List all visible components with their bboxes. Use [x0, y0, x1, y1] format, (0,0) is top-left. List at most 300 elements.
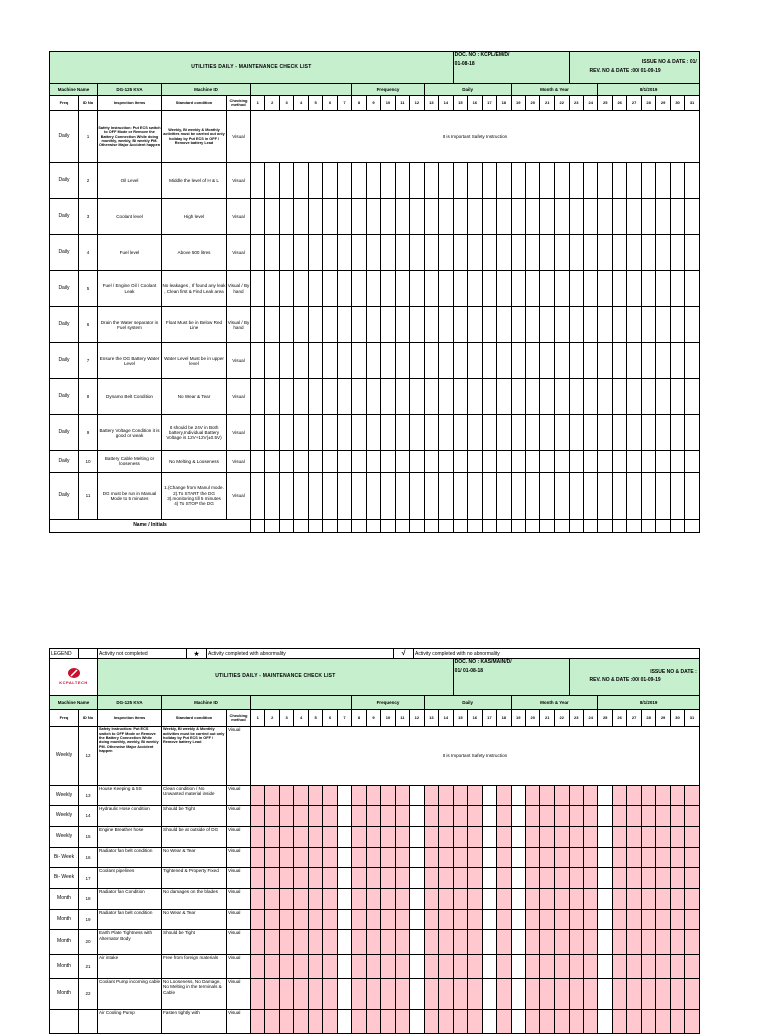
day-check-cell[interactable]: [424, 451, 438, 472]
day-check-cell[interactable]: [424, 954, 438, 978]
day-check-cell[interactable]: [323, 889, 337, 910]
day-check-cell[interactable]: [381, 785, 395, 806]
day-check-cell[interactable]: [670, 379, 684, 415]
initials-cell[interactable]: [627, 520, 641, 533]
initials-cell[interactable]: [395, 520, 409, 533]
day-check-cell[interactable]: [641, 451, 655, 472]
day-check-cell[interactable]: [511, 785, 525, 806]
day-check-cell[interactable]: [598, 889, 612, 910]
day-check-cell[interactable]: [540, 379, 554, 415]
day-check-cell[interactable]: [453, 889, 467, 910]
day-check-cell[interactable]: [511, 868, 525, 889]
day-check-cell[interactable]: [308, 868, 322, 889]
day-check-cell[interactable]: [627, 785, 641, 806]
initials-cell[interactable]: [279, 520, 293, 533]
day-check-cell[interactable]: [323, 451, 337, 472]
day-check-cell[interactable]: [685, 163, 700, 199]
initials-cell[interactable]: [656, 520, 670, 533]
day-check-cell[interactable]: [453, 415, 467, 451]
day-check-cell[interactable]: [540, 451, 554, 472]
day-check-cell[interactable]: [279, 199, 293, 235]
day-check-cell[interactable]: [497, 930, 511, 954]
day-check-cell[interactable]: [685, 343, 700, 379]
day-check-cell[interactable]: [641, 979, 655, 1009]
day-check-cell[interactable]: [656, 451, 670, 472]
day-check-cell[interactable]: [482, 271, 496, 307]
day-check-cell[interactable]: [366, 472, 380, 520]
day-check-cell[interactable]: [656, 868, 670, 889]
day-check-cell[interactable]: [381, 979, 395, 1009]
day-check-cell[interactable]: [482, 1009, 496, 1033]
day-check-cell[interactable]: [497, 235, 511, 271]
day-check-cell[interactable]: [265, 868, 279, 889]
day-check-cell[interactable]: [439, 163, 454, 199]
day-check-cell[interactable]: [497, 847, 511, 868]
day-check-cell[interactable]: [265, 472, 279, 520]
day-check-cell[interactable]: [656, 199, 670, 235]
day-check-cell[interactable]: [482, 979, 496, 1009]
day-check-cell[interactable]: [395, 785, 409, 806]
day-check-cell[interactable]: [366, 847, 380, 868]
day-check-cell[interactable]: [294, 909, 308, 930]
day-check-cell[interactable]: [685, 868, 700, 889]
day-check-cell[interactable]: [569, 379, 583, 415]
day-check-cell[interactable]: [453, 868, 467, 889]
day-check-cell[interactable]: [352, 472, 366, 520]
day-check-cell[interactable]: [482, 806, 496, 827]
day-check-cell[interactable]: [497, 271, 511, 307]
day-check-cell[interactable]: [337, 343, 351, 379]
day-check-cell[interactable]: [641, 472, 655, 520]
day-check-cell[interactable]: [308, 1009, 322, 1033]
day-check-cell[interactable]: [468, 415, 482, 451]
day-check-cell[interactable]: [656, 889, 670, 910]
day-check-cell[interactable]: [511, 472, 525, 520]
day-check-cell[interactable]: [410, 909, 424, 930]
day-check-cell[interactable]: [352, 379, 366, 415]
day-check-cell[interactable]: [482, 451, 496, 472]
day-check-cell[interactable]: [468, 868, 482, 889]
day-check-cell[interactable]: [497, 954, 511, 978]
initials-cell[interactable]: [366, 520, 380, 533]
day-check-cell[interactable]: [410, 235, 424, 271]
day-check-cell[interactable]: [251, 472, 265, 520]
day-check-cell[interactable]: [366, 1009, 380, 1033]
day-check-cell[interactable]: [468, 379, 482, 415]
day-check-cell[interactable]: [497, 909, 511, 930]
day-check-cell[interactable]: [583, 979, 597, 1009]
day-check-cell[interactable]: [323, 271, 337, 307]
day-check-cell[interactable]: [453, 847, 467, 868]
day-check-cell[interactable]: [381, 343, 395, 379]
day-check-cell[interactable]: [641, 868, 655, 889]
day-check-cell[interactable]: [352, 847, 366, 868]
day-check-cell[interactable]: [337, 785, 351, 806]
day-check-cell[interactable]: [294, 889, 308, 910]
day-check-cell[interactable]: [265, 379, 279, 415]
day-check-cell[interactable]: [294, 163, 308, 199]
day-check-cell[interactable]: [410, 271, 424, 307]
day-check-cell[interactable]: [627, 806, 641, 827]
day-check-cell[interactable]: [251, 930, 265, 954]
day-check-cell[interactable]: [670, 199, 684, 235]
initials-cell[interactable]: [641, 520, 655, 533]
day-check-cell[interactable]: [540, 199, 554, 235]
day-check-cell[interactable]: [439, 930, 454, 954]
day-check-cell[interactable]: [656, 785, 670, 806]
day-check-cell[interactable]: [265, 235, 279, 271]
day-check-cell[interactable]: [308, 806, 322, 827]
day-check-cell[interactable]: [337, 379, 351, 415]
day-check-cell[interactable]: [569, 199, 583, 235]
day-check-cell[interactable]: [612, 930, 626, 954]
day-check-cell[interactable]: [497, 163, 511, 199]
day-check-cell[interactable]: [453, 343, 467, 379]
day-check-cell[interactable]: [526, 930, 540, 954]
day-check-cell[interactable]: [323, 954, 337, 978]
initials-cell[interactable]: [294, 520, 308, 533]
day-check-cell[interactable]: [337, 199, 351, 235]
day-check-cell[interactable]: [279, 826, 293, 847]
day-check-cell[interactable]: [352, 235, 366, 271]
day-check-cell[interactable]: [294, 847, 308, 868]
day-check-cell[interactable]: [670, 472, 684, 520]
day-check-cell[interactable]: [526, 235, 540, 271]
day-check-cell[interactable]: [366, 379, 380, 415]
day-check-cell[interactable]: [670, 271, 684, 307]
day-check-cell[interactable]: [439, 271, 454, 307]
day-check-cell[interactable]: [410, 785, 424, 806]
day-check-cell[interactable]: [584, 235, 598, 271]
day-check-cell[interactable]: [424, 826, 438, 847]
day-check-cell[interactable]: [323, 379, 337, 415]
day-check-cell[interactable]: [468, 235, 482, 271]
day-check-cell[interactable]: [453, 199, 467, 235]
day-check-cell[interactable]: [265, 930, 279, 954]
day-check-cell[interactable]: [352, 785, 366, 806]
day-check-cell[interactable]: [381, 889, 395, 910]
day-check-cell[interactable]: [584, 271, 598, 307]
day-check-cell[interactable]: [641, 235, 655, 271]
day-check-cell[interactable]: [540, 826, 554, 847]
day-check-cell[interactable]: [410, 379, 424, 415]
initials-cell[interactable]: [584, 520, 598, 533]
day-check-cell[interactable]: [641, 415, 655, 451]
day-check-cell[interactable]: [583, 930, 597, 954]
day-check-cell[interactable]: [685, 1009, 700, 1033]
day-check-cell[interactable]: [439, 1009, 454, 1033]
day-check-cell[interactable]: [410, 930, 424, 954]
day-check-cell[interactable]: [670, 163, 684, 199]
day-check-cell[interactable]: [323, 472, 337, 520]
day-check-cell[interactable]: [612, 1009, 626, 1033]
day-check-cell[interactable]: [598, 868, 612, 889]
day-check-cell[interactable]: [612, 847, 626, 868]
day-check-cell[interactable]: [468, 806, 482, 827]
day-check-cell[interactable]: [554, 826, 569, 847]
day-check-cell[interactable]: [641, 199, 655, 235]
day-check-cell[interactable]: [526, 979, 540, 1009]
day-check-cell[interactable]: [366, 415, 380, 451]
day-check-cell[interactable]: [511, 307, 525, 343]
day-check-cell[interactable]: [612, 379, 626, 415]
day-check-cell[interactable]: [352, 451, 366, 472]
day-check-cell[interactable]: [381, 235, 395, 271]
day-check-cell[interactable]: [352, 343, 366, 379]
day-check-cell[interactable]: [612, 415, 626, 451]
day-check-cell[interactable]: [569, 868, 583, 889]
day-check-cell[interactable]: [511, 235, 525, 271]
day-check-cell[interactable]: [511, 889, 525, 910]
day-check-cell[interactable]: [424, 271, 438, 307]
day-check-cell[interactable]: [308, 979, 322, 1009]
day-check-cell[interactable]: [497, 472, 511, 520]
day-check-cell[interactable]: [366, 909, 380, 930]
day-check-cell[interactable]: [569, 847, 583, 868]
day-check-cell[interactable]: [352, 889, 366, 910]
day-check-cell[interactable]: [540, 343, 554, 379]
day-check-cell[interactable]: [424, 199, 438, 235]
day-check-cell[interactable]: [583, 954, 597, 978]
day-check-cell[interactable]: [627, 451, 641, 472]
day-check-cell[interactable]: [569, 889, 583, 910]
day-check-cell[interactable]: [511, 847, 525, 868]
day-check-cell[interactable]: [598, 909, 612, 930]
day-check-cell[interactable]: [482, 307, 496, 343]
day-check-cell[interactable]: [410, 847, 424, 868]
day-check-cell[interactable]: [366, 826, 380, 847]
day-check-cell[interactable]: [482, 343, 496, 379]
day-check-cell[interactable]: [598, 1009, 612, 1033]
day-check-cell[interactable]: [366, 307, 380, 343]
day-check-cell[interactable]: [685, 909, 700, 930]
day-check-cell[interactable]: [453, 271, 467, 307]
day-check-cell[interactable]: [294, 451, 308, 472]
day-check-cell[interactable]: [540, 979, 554, 1009]
day-check-cell[interactable]: [251, 451, 265, 472]
day-check-cell[interactable]: [569, 930, 583, 954]
day-check-cell[interactable]: [410, 199, 424, 235]
day-check-cell[interactable]: [612, 806, 626, 827]
initials-cell[interactable]: [612, 520, 626, 533]
day-check-cell[interactable]: [265, 909, 279, 930]
day-check-cell[interactable]: [366, 451, 380, 472]
day-check-cell[interactable]: [265, 806, 279, 827]
day-check-cell[interactable]: [337, 889, 351, 910]
day-check-cell[interactable]: [294, 343, 308, 379]
day-check-cell[interactable]: [685, 847, 700, 868]
day-check-cell[interactable]: [294, 415, 308, 451]
day-check-cell[interactable]: [337, 235, 351, 271]
day-check-cell[interactable]: [439, 343, 454, 379]
day-check-cell[interactable]: [569, 415, 583, 451]
day-check-cell[interactable]: [627, 826, 641, 847]
day-check-cell[interactable]: [598, 199, 612, 235]
day-check-cell[interactable]: [511, 379, 525, 415]
day-check-cell[interactable]: [569, 1009, 583, 1033]
day-check-cell[interactable]: [410, 472, 424, 520]
day-check-cell[interactable]: [656, 343, 670, 379]
day-check-cell[interactable]: [279, 889, 293, 910]
day-check-cell[interactable]: [511, 1009, 525, 1033]
day-check-cell[interactable]: [453, 451, 467, 472]
initials-cell[interactable]: [670, 520, 684, 533]
day-check-cell[interactable]: [554, 343, 569, 379]
day-check-cell[interactable]: [308, 954, 322, 978]
day-check-cell[interactable]: [352, 271, 366, 307]
day-check-cell[interactable]: [294, 379, 308, 415]
day-check-cell[interactable]: [424, 979, 438, 1009]
day-check-cell[interactable]: [439, 868, 454, 889]
day-check-cell[interactable]: [251, 785, 265, 806]
day-check-cell[interactable]: [468, 451, 482, 472]
day-check-cell[interactable]: [251, 826, 265, 847]
day-check-cell[interactable]: [453, 785, 467, 806]
day-check-cell[interactable]: [569, 307, 583, 343]
day-check-cell[interactable]: [526, 415, 540, 451]
day-check-cell[interactable]: [323, 826, 337, 847]
day-check-cell[interactable]: [554, 235, 569, 271]
day-check-cell[interactable]: [323, 930, 337, 954]
day-check-cell[interactable]: [641, 909, 655, 930]
day-check-cell[interactable]: [656, 826, 670, 847]
day-check-cell[interactable]: [584, 472, 598, 520]
day-check-cell[interactable]: [308, 889, 322, 910]
day-check-cell[interactable]: [569, 909, 583, 930]
day-check-cell[interactable]: [424, 472, 438, 520]
day-check-cell[interactable]: [468, 909, 482, 930]
day-check-cell[interactable]: [598, 785, 612, 806]
day-check-cell[interactable]: [279, 785, 293, 806]
day-check-cell[interactable]: [526, 271, 540, 307]
day-check-cell[interactable]: [583, 889, 597, 910]
day-check-cell[interactable]: [554, 199, 569, 235]
day-check-cell[interactable]: [468, 785, 482, 806]
day-check-cell[interactable]: [482, 415, 496, 451]
day-check-cell[interactable]: [395, 472, 409, 520]
day-check-cell[interactable]: [251, 847, 265, 868]
day-check-cell[interactable]: [569, 343, 583, 379]
day-check-cell[interactable]: [395, 826, 409, 847]
day-check-cell[interactable]: [308, 271, 322, 307]
day-check-cell[interactable]: [453, 379, 467, 415]
day-check-cell[interactable]: [656, 847, 670, 868]
day-check-cell[interactable]: [308, 930, 322, 954]
day-check-cell[interactable]: [526, 379, 540, 415]
day-check-cell[interactable]: [337, 163, 351, 199]
day-check-cell[interactable]: [410, 954, 424, 978]
day-check-cell[interactable]: [352, 868, 366, 889]
day-check-cell[interactable]: [612, 785, 626, 806]
day-check-cell[interactable]: [453, 954, 467, 978]
day-check-cell[interactable]: [497, 379, 511, 415]
day-check-cell[interactable]: [670, 451, 684, 472]
day-check-cell[interactable]: [554, 271, 569, 307]
day-check-cell[interactable]: [439, 451, 454, 472]
day-check-cell[interactable]: [453, 930, 467, 954]
day-check-cell[interactable]: [279, 868, 293, 889]
day-check-cell[interactable]: [511, 199, 525, 235]
day-check-cell[interactable]: [497, 826, 511, 847]
day-check-cell[interactable]: [627, 868, 641, 889]
day-check-cell[interactable]: [554, 847, 569, 868]
day-check-cell[interactable]: [685, 930, 700, 954]
day-check-cell[interactable]: [439, 199, 454, 235]
day-check-cell[interactable]: [670, 889, 684, 910]
day-check-cell[interactable]: [584, 199, 598, 235]
day-check-cell[interactable]: [410, 889, 424, 910]
day-check-cell[interactable]: [526, 1009, 540, 1033]
day-check-cell[interactable]: [627, 889, 641, 910]
day-check-cell[interactable]: [511, 954, 525, 978]
day-check-cell[interactable]: [337, 415, 351, 451]
day-check-cell[interactable]: [656, 271, 670, 307]
day-check-cell[interactable]: [526, 826, 540, 847]
day-check-cell[interactable]: [439, 235, 454, 271]
day-check-cell[interactable]: [641, 826, 655, 847]
day-check-cell[interactable]: [627, 847, 641, 868]
day-check-cell[interactable]: [381, 868, 395, 889]
day-check-cell[interactable]: [497, 343, 511, 379]
day-check-cell[interactable]: [526, 199, 540, 235]
day-check-cell[interactable]: [308, 163, 322, 199]
day-check-cell[interactable]: [308, 909, 322, 930]
day-check-cell[interactable]: [366, 806, 380, 827]
day-check-cell[interactable]: [612, 307, 626, 343]
day-check-cell[interactable]: [641, 271, 655, 307]
day-check-cell[interactable]: [294, 472, 308, 520]
day-check-cell[interactable]: [670, 954, 684, 978]
day-check-cell[interactable]: [308, 451, 322, 472]
day-check-cell[interactable]: [583, 806, 597, 827]
day-check-cell[interactable]: [627, 199, 641, 235]
day-check-cell[interactable]: [424, 343, 438, 379]
day-check-cell[interactable]: [366, 930, 380, 954]
day-check-cell[interactable]: [612, 235, 626, 271]
day-check-cell[interactable]: [279, 1009, 293, 1033]
day-check-cell[interactable]: [395, 806, 409, 827]
day-check-cell[interactable]: [641, 163, 655, 199]
day-check-cell[interactable]: [323, 199, 337, 235]
initials-cell[interactable]: [526, 520, 540, 533]
day-check-cell[interactable]: [656, 1009, 670, 1033]
day-check-cell[interactable]: [308, 847, 322, 868]
day-check-cell[interactable]: [323, 806, 337, 827]
day-check-cell[interactable]: [598, 930, 612, 954]
day-check-cell[interactable]: [352, 1009, 366, 1033]
day-check-cell[interactable]: [670, 930, 684, 954]
day-check-cell[interactable]: [685, 826, 700, 847]
day-check-cell[interactable]: [381, 271, 395, 307]
day-check-cell[interactable]: [497, 868, 511, 889]
day-check-cell[interactable]: [352, 307, 366, 343]
day-check-cell[interactable]: [583, 909, 597, 930]
initials-cell[interactable]: [337, 520, 351, 533]
day-check-cell[interactable]: [265, 271, 279, 307]
day-check-cell[interactable]: [439, 472, 454, 520]
day-check-cell[interactable]: [497, 1009, 511, 1033]
day-check-cell[interactable]: [381, 930, 395, 954]
day-check-cell[interactable]: [468, 847, 482, 868]
day-check-cell[interactable]: [482, 163, 496, 199]
day-check-cell[interactable]: [352, 826, 366, 847]
initials-cell[interactable]: [265, 520, 279, 533]
day-check-cell[interactable]: [598, 163, 612, 199]
day-check-cell[interactable]: [583, 868, 597, 889]
day-check-cell[interactable]: [656, 930, 670, 954]
day-check-cell[interactable]: [554, 415, 569, 451]
day-check-cell[interactable]: [540, 909, 554, 930]
